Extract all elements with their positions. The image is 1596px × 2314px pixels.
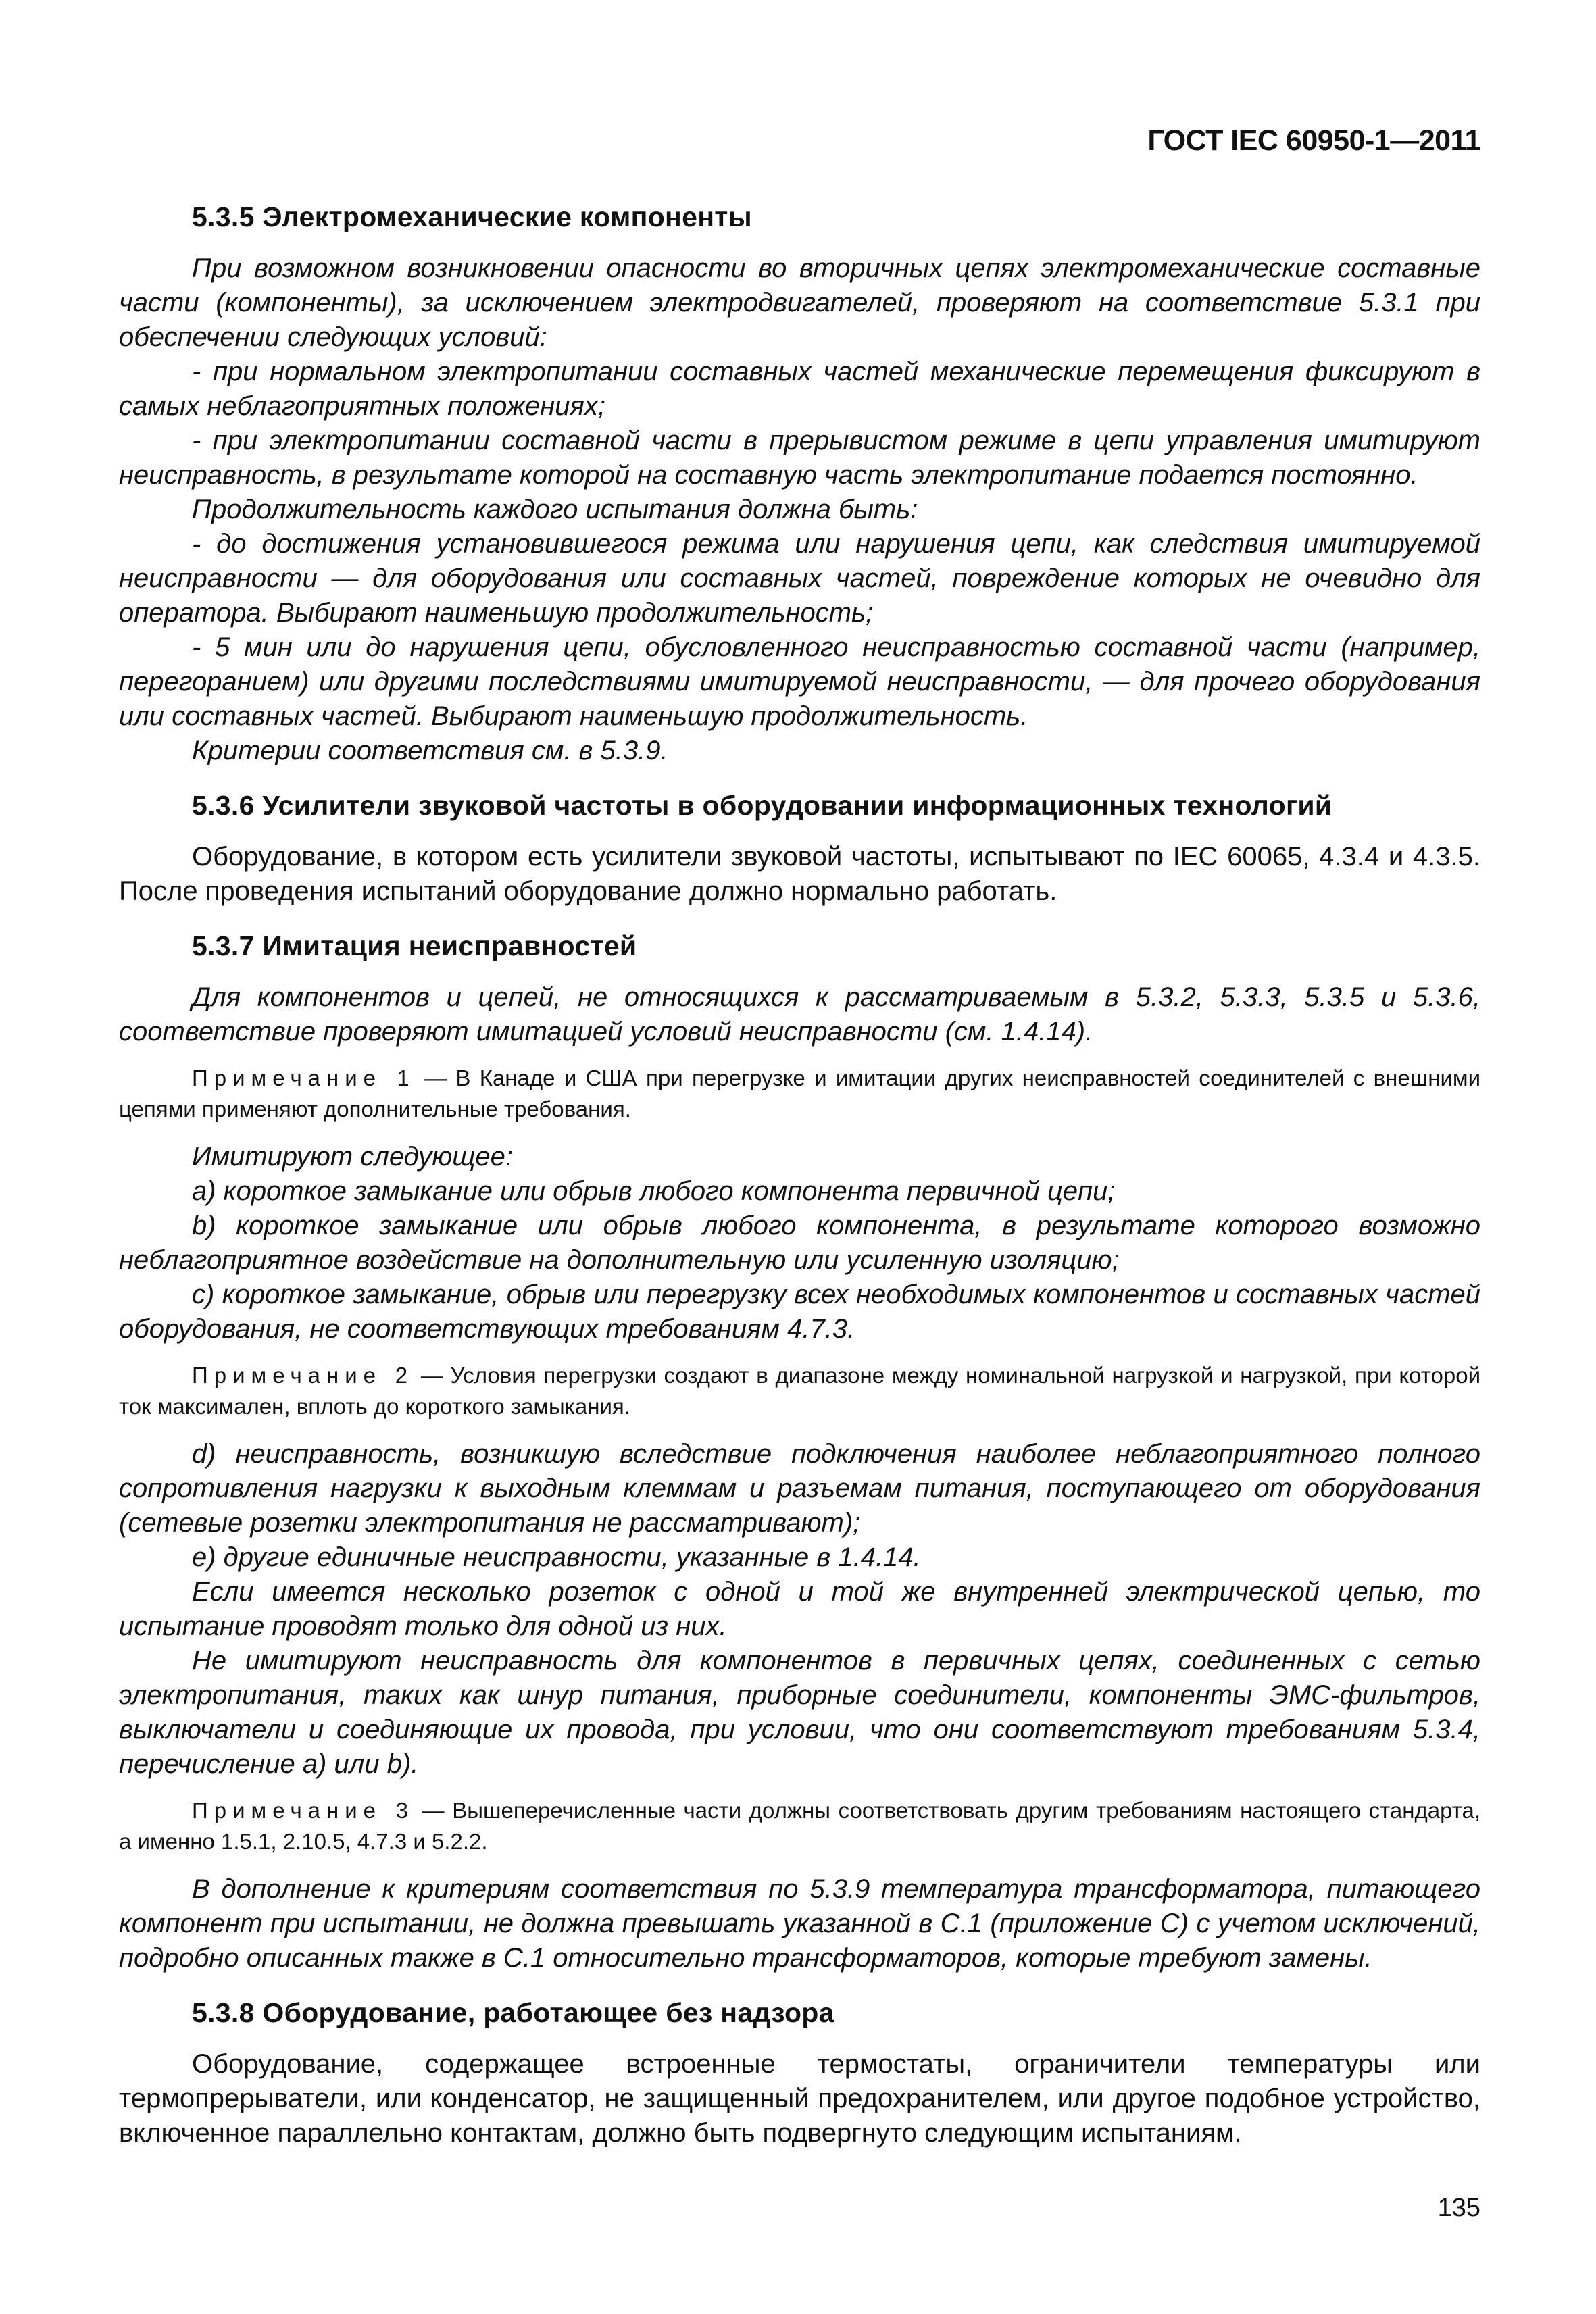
paragraph: В дополнение к критериям соответствия по 5.3.9 температура трансформатора, питающего компонент при испытании, не должна превышать указанной в C.1 (приложение C) с учетом исключений, подробно описанных также в C.1 относительно трансформаторов, которые требуют замены. xyxy=(119,1874,1480,1973)
paragraph: - 5 мин или до нарушения цепи, обусловленного неисправностью составной части (например, перегоранием) или другими последствиями имитируемой неисправности, — для прочего оборудования или составных частей. Выбирают наименьшую продолжительность. xyxy=(119,632,1480,731)
paragraph: Оборудование, в котором есть усилители звуковой частоты, испытывают по IEC 60065, 4.3.4 и 4.3.5. После проведения испытаний оборудование должно нормально работать. xyxy=(119,842,1480,906)
note-text: — Условия перегрузки создают в диапазоне между номинальной нагрузкой и нагрузкой, при которой ток максимален, вплоть до короткого замыкания. xyxy=(119,1363,1481,1419)
note-label: Примечание 3 xyxy=(192,1798,414,1823)
section-heading-5-3-5: 5.3.5 Электромеханические компоненты xyxy=(192,201,752,232)
paragraph: Не имитируют неисправность для компонентов в первичных цепях, соединенных с сетью электропитания, таких как шнур питания, приборные соединители, компоненты ЭМС-фильтров, выключатели и соединяющие их провода, при условии, что они соответствуют требованиям 5.3.4, перечисление a) или b). xyxy=(119,1646,1480,1779)
section-heading-5-3-7: 5.3.7 Имитация неисправностей xyxy=(192,930,637,961)
list-item: b) короткое замыкание или обрыв любого компонента, в результате которого возможно неблагоприятное воздействие на дополнительную или усиленную изоляцию; xyxy=(119,1211,1480,1275)
note-text: — В Канаде и США при перегрузке и имитации других неисправностей соединителей с внешними цепями применяют дополнительные требования. xyxy=(119,1065,1481,1122)
paragraph: - при электропитании составной части в прерывистом режиме в цепи управления имитируют неисправность, в результате которой на составную часть электропитание подается постоянно. xyxy=(119,426,1480,490)
page-content xyxy=(119,199,1480,2150)
paragraph: Критерии соответствия см. в 5.3.9. xyxy=(192,736,668,765)
list-item: d) неисправность, возникшую вследствие подключения наиболее неблагоприятного полного сопротивления нагрузки к выходным клеммам и разъемам питания, поступающего от оборудования (сетевые розетки электропитания не рассматривают); xyxy=(119,1439,1480,1538)
paragraph: Продолжительность каждого испытания должна быть: xyxy=(192,495,918,524)
list-item: a) короткое замыкание или обрыв любого компонента первичной цепи; xyxy=(192,1176,1116,1206)
section-heading-5-3-8: 5.3.8 Оборудование, работающее без надзора xyxy=(192,1997,834,2028)
page-number: 135 xyxy=(1437,2194,1480,2222)
note-label: Примечание 1 xyxy=(192,1065,416,1090)
document-header: ГОСТ IEC 60950-1—2011 xyxy=(1147,124,1480,157)
note-text: — Вышеперечисленные части должны соответствовать другим требованиям настоящего стандарта, а именно 1.5.1, 2.10.5, 4.7.3 и 5.2.2. xyxy=(119,1798,1480,1854)
note-label: Примечание 2 xyxy=(192,1363,414,1388)
paragraph: При возможном возникновении опасности во вторичных цепях электромеханические составные части (компоненты), за исключением электродвигателей, проверяют на соответствие 5.3.1 при обеспечении следующих условий: xyxy=(119,253,1480,352)
paragraph: Для компонентов и цепей, не относящихся к рассматриваемым в 5.3.2, 5.3.3, 5.3.5 и 5.3.6, соответствие проверяют имитацией условий неисправности (см. 1.4.14). xyxy=(119,982,1480,1047)
paragraph: - при нормальном электропитании составных частей механические перемещения фиксируют в самых неблагоприятных положениях; xyxy=(119,357,1480,421)
paragraph: Имитируют следующее: xyxy=(192,1142,514,1172)
list-item: c) короткое замыкание, обрыв или перегрузку всех необходимых компонентов и составных частей оборудования, не соответствующих требованиям 4.7.3. xyxy=(119,1280,1480,1344)
paragraph: - до достижения установившегося режима или нарушения цепи, как следствия имитируемой неисправности — для оборудования или составных частей, повреждение которых не очевидно для оператора. Выбирают наименьшую продолжительность; xyxy=(119,529,1480,628)
note-2 xyxy=(119,1360,1480,1422)
paragraph: Если имеется несколько розеток с одной и той же внутренней электрической цепью, то испытание проводят только для одной из них. xyxy=(119,1577,1480,1641)
section-heading-5-3-6: 5.3.6 Усилители звуковой частоты в оборудовании информационных технологий xyxy=(192,790,1332,821)
note-3 xyxy=(119,1795,1480,1857)
list-item: e) другие единичные неисправности, указанные в 1.4.14. xyxy=(192,1542,921,1572)
paragraph: Оборудование, содержащее встроенные термостаты, ограничители температуры или термопрерыватели, или конденсатор, не защищенный предохранителем, или другое подобное устройство, включенное параллельно контактам, должно быть подвергнуто следующим испытаниям. xyxy=(119,2049,1480,2148)
note-1 xyxy=(119,1063,1480,1125)
